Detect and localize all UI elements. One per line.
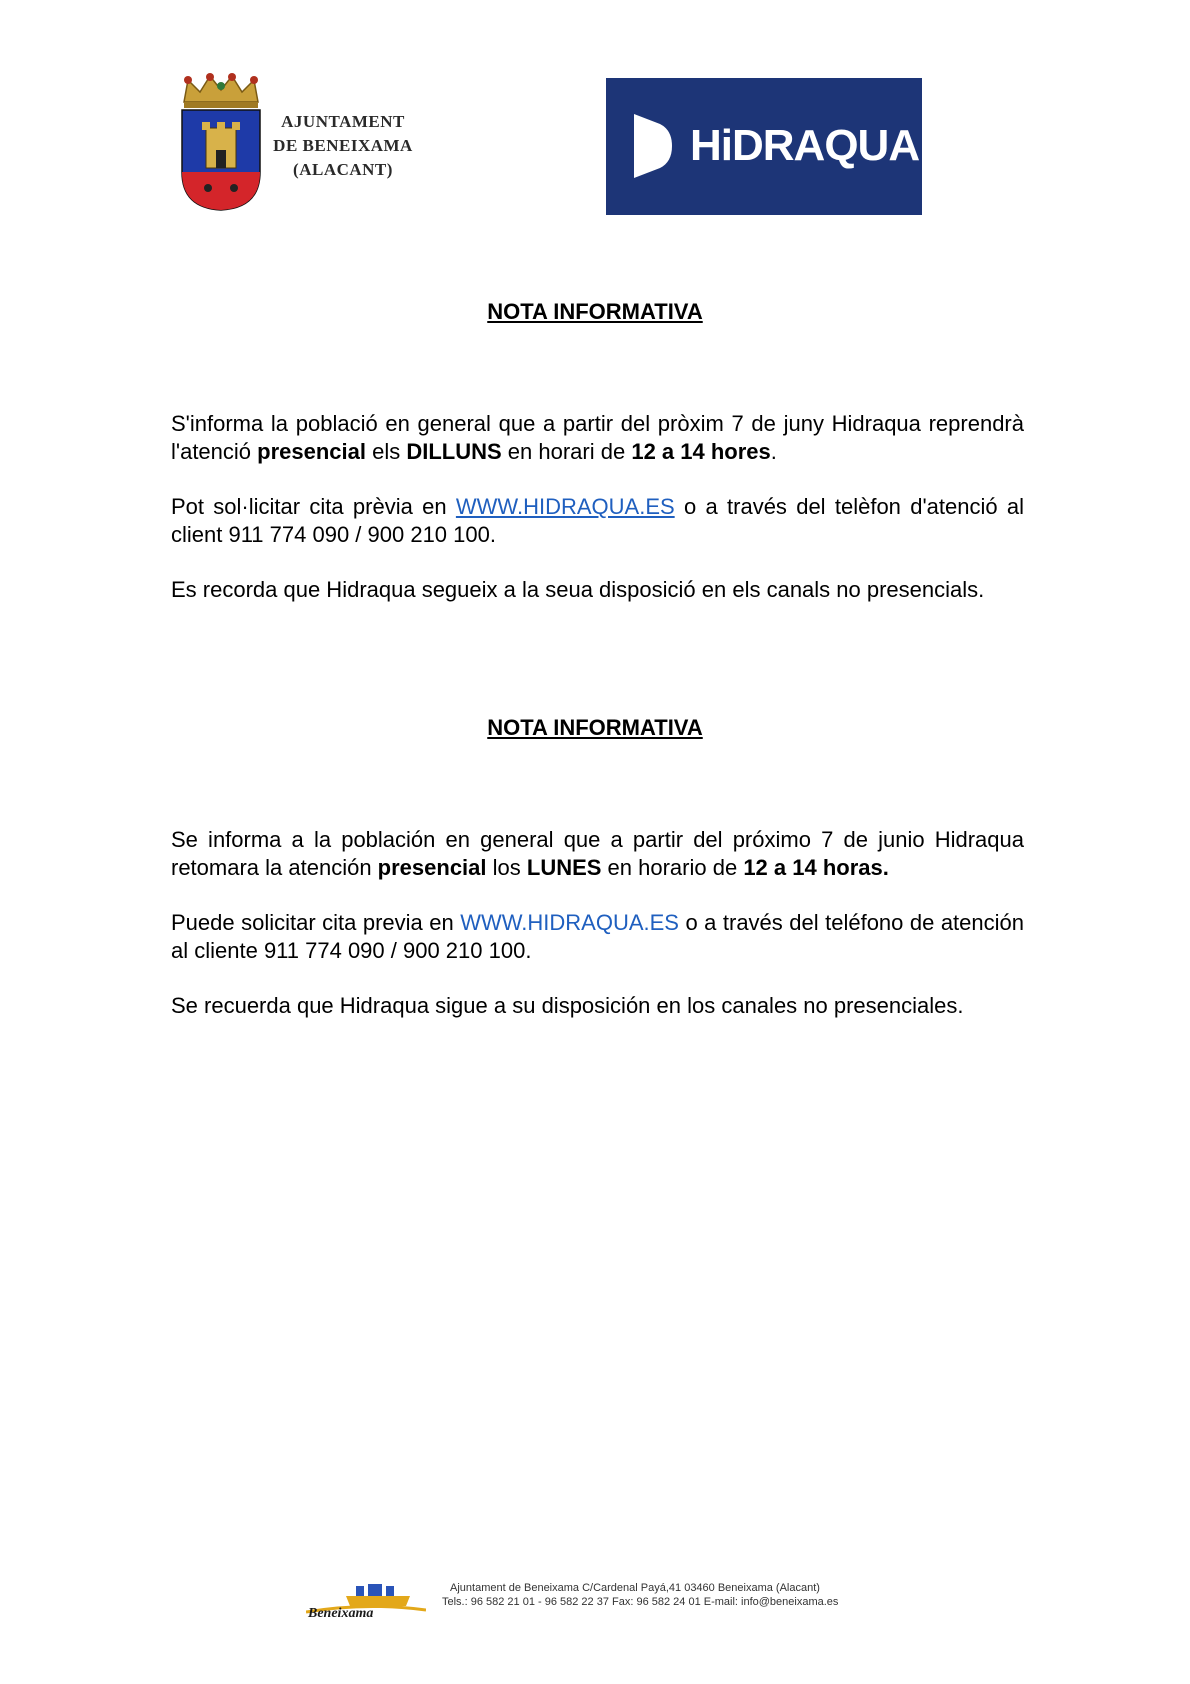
hidraqua-mark-icon — [630, 112, 680, 180]
hidraqua-logo — [606, 78, 922, 215]
ajuntament-logo — [176, 72, 416, 212]
footer-logo — [306, 1584, 426, 1620]
paragraph-spanish-3: Se recuerda que Hidraqua sigue a su disposición en los canales no presenciales. — [171, 993, 964, 1018]
paragraph-valencian-2: Pot sol·licitar cita prèvia en WWW.HIDRAQUA.ES o a través del telèfon d'atenció al client 911 774 090 / 900 210 100. — [171, 494, 1024, 547]
ajuntament-name: AJUNTAMENT DE BENEIXAMA (ALACANT) — [273, 112, 413, 179]
section-title-valencian: NOTA INFORMATIVA — [487, 299, 703, 324]
footer-logo-text: Beneixama — [308, 1606, 374, 1620]
paragraph-valencian-1: S'informa la població en general que a partir del pròxim 7 de juny Hidraqua reprendrà l'atenció presencial els DILLUNS en horari de 12 a 14 hores. — [171, 411, 1024, 464]
paragraph-spanish-2: Puede solicitar cita previa en WWW.HIDRAQUA.ES o a través del teléfono de atención al cliente 911 774 090 / 900 210 100. — [171, 910, 1024, 963]
hidraqua-website-link[interactable]: WWW.HIDRAQUA.ES — [460, 910, 679, 935]
footer-contact: Tels.: 96 582 21 01 - 96 582 22 37 Fax: 96 582 24 01 E-mail: info@beneixama.es — [442, 1596, 839, 1608]
paragraph-valencian-3: Es recorda que Hidraqua segueix a la seua disposició en els canals no presencials. — [171, 577, 985, 602]
paragraph-spanish-1: Se informa a la población en general que a partir del próximo 7 de junio Hidraqua retomara la atención presencial los LUNES en horario de 12 a 14 horas. — [171, 827, 1024, 880]
beneixama-logo-icon — [306, 1584, 426, 1620]
coat-of-arms-icon — [176, 72, 266, 212]
hidraqua-wordmark: HiDRAQUA — [690, 121, 920, 170]
hidraqua-website-link[interactable]: WWW.HIDRAQUA.ES — [455, 494, 675, 519]
section-title-spanish: NOTA INFORMATIVA — [487, 715, 703, 740]
footer-address: Ajuntament de Beneixama C/Cardenal Payá,41 03460 Beneixama (Alacant) — [450, 1582, 820, 1594]
